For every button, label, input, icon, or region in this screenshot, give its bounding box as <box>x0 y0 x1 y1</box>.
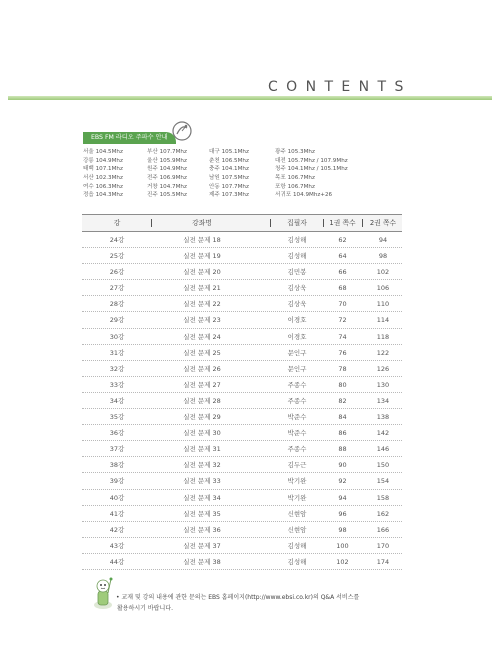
cell-lecture: 26강 <box>109 268 125 277</box>
table-row <box>82 361 402 377</box>
radio-item: 대전 105.7Mhz / 107.9Mhz <box>275 157 348 164</box>
cell-lecture: 32강 <box>109 364 125 373</box>
cell-writer: 김성해 <box>287 557 307 566</box>
cell-vol1-page: 66 <box>338 268 347 277</box>
cell-writer: 박기완 <box>287 477 307 486</box>
radio-item: 포항 106.7Mhz <box>275 183 315 190</box>
cell-writer: 김민봉 <box>287 268 307 277</box>
cell-vol1-page: 80 <box>338 380 347 389</box>
table-row <box>82 312 402 328</box>
cell-vol1-page: 96 <box>338 509 347 518</box>
cell-vol2-page: 146 <box>376 445 390 454</box>
cell-lecture: 30강 <box>109 332 125 341</box>
cell-vol1-page: 100 <box>336 541 349 550</box>
radio-item: 서울 104.5Mhz <box>83 149 123 155</box>
cell-title: 실전 문제 35 <box>183 509 221 518</box>
cell-title: 실전 문제 18 <box>183 236 221 244</box>
cell-vol1-page: 94 <box>338 493 347 502</box>
header-vol1: 1권 쪽수 <box>329 219 356 227</box>
table-row <box>82 329 402 345</box>
cell-lecture: 24강 <box>109 236 125 244</box>
cell-writer: 신현암 <box>287 525 307 534</box>
cell-writer: 문인구 <box>287 348 307 357</box>
table-row <box>82 296 402 312</box>
cell-title: 실전 문제 36 <box>183 525 221 534</box>
radio-item: 목포 106.7Mhz <box>275 175 315 182</box>
radio-column-1 <box>83 148 123 200</box>
cell-lecture: 35강 <box>109 413 125 422</box>
cell-vol2-page: 174 <box>376 557 390 566</box>
radio-header <box>83 132 176 144</box>
cell-writer: 박기완 <box>287 493 307 502</box>
radio-item: 울산 105.9Mhz <box>147 157 187 164</box>
cell-vol2-page: 162 <box>376 509 390 518</box>
radio-item: 서귀포 104.9Mhz+26 <box>275 192 333 199</box>
note-text <box>116 592 386 614</box>
table-row <box>82 473 402 489</box>
cell-vol2-page: 102 <box>376 268 390 277</box>
cell-lecture: 43강 <box>109 541 125 550</box>
radio-item: 춘천 106.5Mhz <box>209 157 249 164</box>
cell-vol2-page: 170 <box>376 541 390 550</box>
header-vol2: 2권 쪽수 <box>369 219 397 227</box>
cell-writer: 김성해 <box>287 252 307 261</box>
radio-item: 대구 105.1Mhz <box>209 149 249 155</box>
radio-item: 원주 104.9Mhz <box>147 166 187 173</box>
table-row <box>82 345 402 361</box>
header-green-bar <box>8 96 492 100</box>
cell-title: 실전 문제 30 <box>183 429 221 438</box>
radio-item: 안동 107.7Mhz <box>209 183 249 190</box>
cell-vol1-page: 90 <box>338 461 347 470</box>
cell-vol2-page: 114 <box>376 316 390 325</box>
table-row <box>82 264 402 280</box>
table-row <box>82 409 402 425</box>
header-lecture: 강 <box>113 219 121 227</box>
cell-vol2-page: 130 <box>376 380 390 389</box>
header-title: 강좌명 <box>192 219 212 227</box>
table-row <box>82 554 402 570</box>
radio-item: 전주 106.9Mhz <box>147 175 187 182</box>
cell-vol2-page: 142 <box>376 429 390 438</box>
cell-vol1-page: 70 <box>338 300 347 309</box>
cell-vol2-page: 138 <box>376 413 390 422</box>
cell-lecture: 37강 <box>109 445 125 454</box>
cell-writer: 주종수 <box>287 380 307 389</box>
cell-title: 실전 문제 19 <box>183 252 221 261</box>
cell-lecture: 28강 <box>109 300 125 309</box>
cell-vol1-page: 92 <box>338 477 347 486</box>
cell-vol1-page: 78 <box>338 364 347 373</box>
table-row <box>82 248 402 264</box>
cell-title: 실전 문제 31 <box>183 445 221 454</box>
cell-title: 실전 문제 25 <box>183 348 221 357</box>
cell-title: 실전 문제 34 <box>183 493 221 502</box>
cell-vol1-page: 76 <box>338 348 347 357</box>
header-separator <box>362 219 363 227</box>
cell-vol1-page: 84 <box>338 413 347 422</box>
satellite-dish-icon <box>171 120 193 142</box>
radio-item: 강릉 104.9Mhz <box>83 157 123 164</box>
header-separator <box>323 219 324 227</box>
cell-vol2-page: 122 <box>376 348 390 357</box>
cell-lecture: 25강 <box>109 252 125 261</box>
cell-writer: 이경호 <box>287 332 307 341</box>
cell-title: 실전 문제 21 <box>183 284 221 293</box>
cell-vol1-page: 88 <box>338 445 347 454</box>
cell-vol2-page: 94 <box>378 236 388 244</box>
radio-item: 남원 107.5Mhz <box>209 175 249 182</box>
radio-item: 제주 107.3Mhz <box>209 192 249 199</box>
cell-vol2-page: 158 <box>376 493 390 502</box>
cell-vol2-page: 106 <box>376 284 390 293</box>
cell-title: 실전 문제 22 <box>183 300 221 309</box>
table-row <box>82 457 402 473</box>
cell-title: 실전 문제 29 <box>183 413 221 422</box>
cell-vol1-page: 68 <box>338 284 347 293</box>
radio-frequency-box <box>83 126 413 206</box>
cell-vol2-page: 98 <box>378 252 388 261</box>
table-header <box>82 214 402 232</box>
cell-writer: 이경호 <box>287 316 307 325</box>
radio-column-4 <box>275 148 348 200</box>
cell-vol2-page: 166 <box>376 525 390 534</box>
cell-writer: 김상욱 <box>287 300 307 309</box>
footer-note <box>92 575 392 615</box>
cell-title: 실전 문제 24 <box>183 332 221 341</box>
table-row <box>82 506 402 522</box>
radio-item: 부산 107.7Mhz <box>147 149 187 155</box>
cell-title: 실전 문제 38 <box>183 557 221 566</box>
cell-title: 실전 문제 33 <box>183 477 221 486</box>
radio-item: 서산 102.3Mhz <box>83 175 123 182</box>
cell-lecture: 38강 <box>109 461 125 470</box>
table-row <box>82 232 402 248</box>
radio-item: 여수 106.3Mhz <box>83 183 123 190</box>
cell-vol2-page: 150 <box>376 461 390 470</box>
cell-writer: 주종수 <box>287 445 307 454</box>
table-row <box>82 441 402 457</box>
radio-column-3 <box>209 148 249 200</box>
table-body <box>82 232 402 570</box>
cell-title: 실전 문제 27 <box>183 380 221 389</box>
cell-title: 실전 문제 26 <box>183 364 221 373</box>
table-row <box>82 490 402 506</box>
table-row <box>82 522 402 538</box>
cell-title: 실전 문제 37 <box>183 541 221 550</box>
cell-writer: 김두근 <box>287 461 307 470</box>
cell-writer: 신현암 <box>287 509 307 518</box>
radio-item: 광주 105.3Mhz <box>275 149 315 155</box>
cell-writer: 김성해 <box>287 541 307 550</box>
cell-lecture: 27강 <box>109 284 125 293</box>
table-row <box>82 377 402 393</box>
cell-vol1-page: 98 <box>338 525 347 534</box>
radio-item: 충주 104.1Mhz <box>209 166 249 173</box>
cell-title: 실전 문제 32 <box>183 461 221 470</box>
cell-vol2-page: 110 <box>376 300 390 309</box>
cell-writer: 김성해 <box>287 236 307 244</box>
cell-vol1-page: 86 <box>338 429 347 438</box>
header-separator <box>270 219 271 227</box>
cell-lecture: 33강 <box>109 380 125 389</box>
radio-column-2 <box>147 148 187 200</box>
cell-lecture: 31강 <box>109 348 125 357</box>
cell-vol2-page: 126 <box>376 364 390 373</box>
note-line-2: 활용하시기 바랍니다. <box>117 605 173 612</box>
radio-item: 청주 104.1Mhz / 105.1Mhz <box>275 166 348 173</box>
cell-writer: 문인구 <box>287 364 307 373</box>
cell-lecture: 41강 <box>109 509 125 518</box>
cell-lecture: 34강 <box>109 396 125 405</box>
radio-item: 태백 107.1Mhz <box>83 166 123 173</box>
cell-vol1-page: 74 <box>338 332 347 341</box>
cell-vol1-page: 82 <box>338 396 347 405</box>
ebs-mascot-icon <box>92 575 114 611</box>
cell-vol2-page: 118 <box>376 332 390 341</box>
table-row <box>82 280 402 296</box>
header-writer: 집필자 <box>287 219 307 227</box>
note-line-1: • 교재 및 강의 내용에 관한 문의는 EBS 홈페이지(http://www.ebsi.co.kr)의 Q&A 서비스를 <box>116 594 360 601</box>
cell-lecture: 36강 <box>109 429 125 438</box>
radio-header-title: EBS FM 라디오 주파수 안내 <box>91 134 168 141</box>
cell-title: 실전 문제 23 <box>183 316 221 325</box>
cell-vol2-page: 154 <box>376 477 390 486</box>
cell-writer: 박준수 <box>287 413 307 422</box>
cell-vol1-page: 64 <box>338 252 347 261</box>
cell-writer: 박준수 <box>287 429 307 438</box>
cell-title: 실전 문제 20 <box>183 268 221 277</box>
radio-item: 거창 104.7Mhz <box>147 183 187 190</box>
cell-lecture: 40강 <box>109 493 125 502</box>
cell-vol2-page: 134 <box>376 396 390 405</box>
cell-vol1-page: 62 <box>338 236 347 244</box>
cell-lecture: 42강 <box>109 525 125 534</box>
cell-title: 실전 문제 28 <box>183 396 221 405</box>
cell-writer: 주종수 <box>287 396 307 405</box>
table-row <box>82 538 402 554</box>
radio-item: 진주 105.5Mhz <box>147 192 187 199</box>
contents-table <box>82 214 402 570</box>
cell-lecture: 44강 <box>109 557 125 566</box>
cell-lecture: 29강 <box>109 316 125 325</box>
table-row <box>82 425 402 441</box>
cell-writer: 김상욱 <box>287 284 307 293</box>
cell-vol1-page: 102 <box>336 557 349 566</box>
radio-item: 정읍 104.3Mhz <box>83 192 123 199</box>
table-row <box>82 393 402 409</box>
contents-title: CONTENTS <box>268 79 412 95</box>
cell-lecture: 39강 <box>109 477 125 486</box>
cell-vol1-page: 72 <box>338 316 347 325</box>
